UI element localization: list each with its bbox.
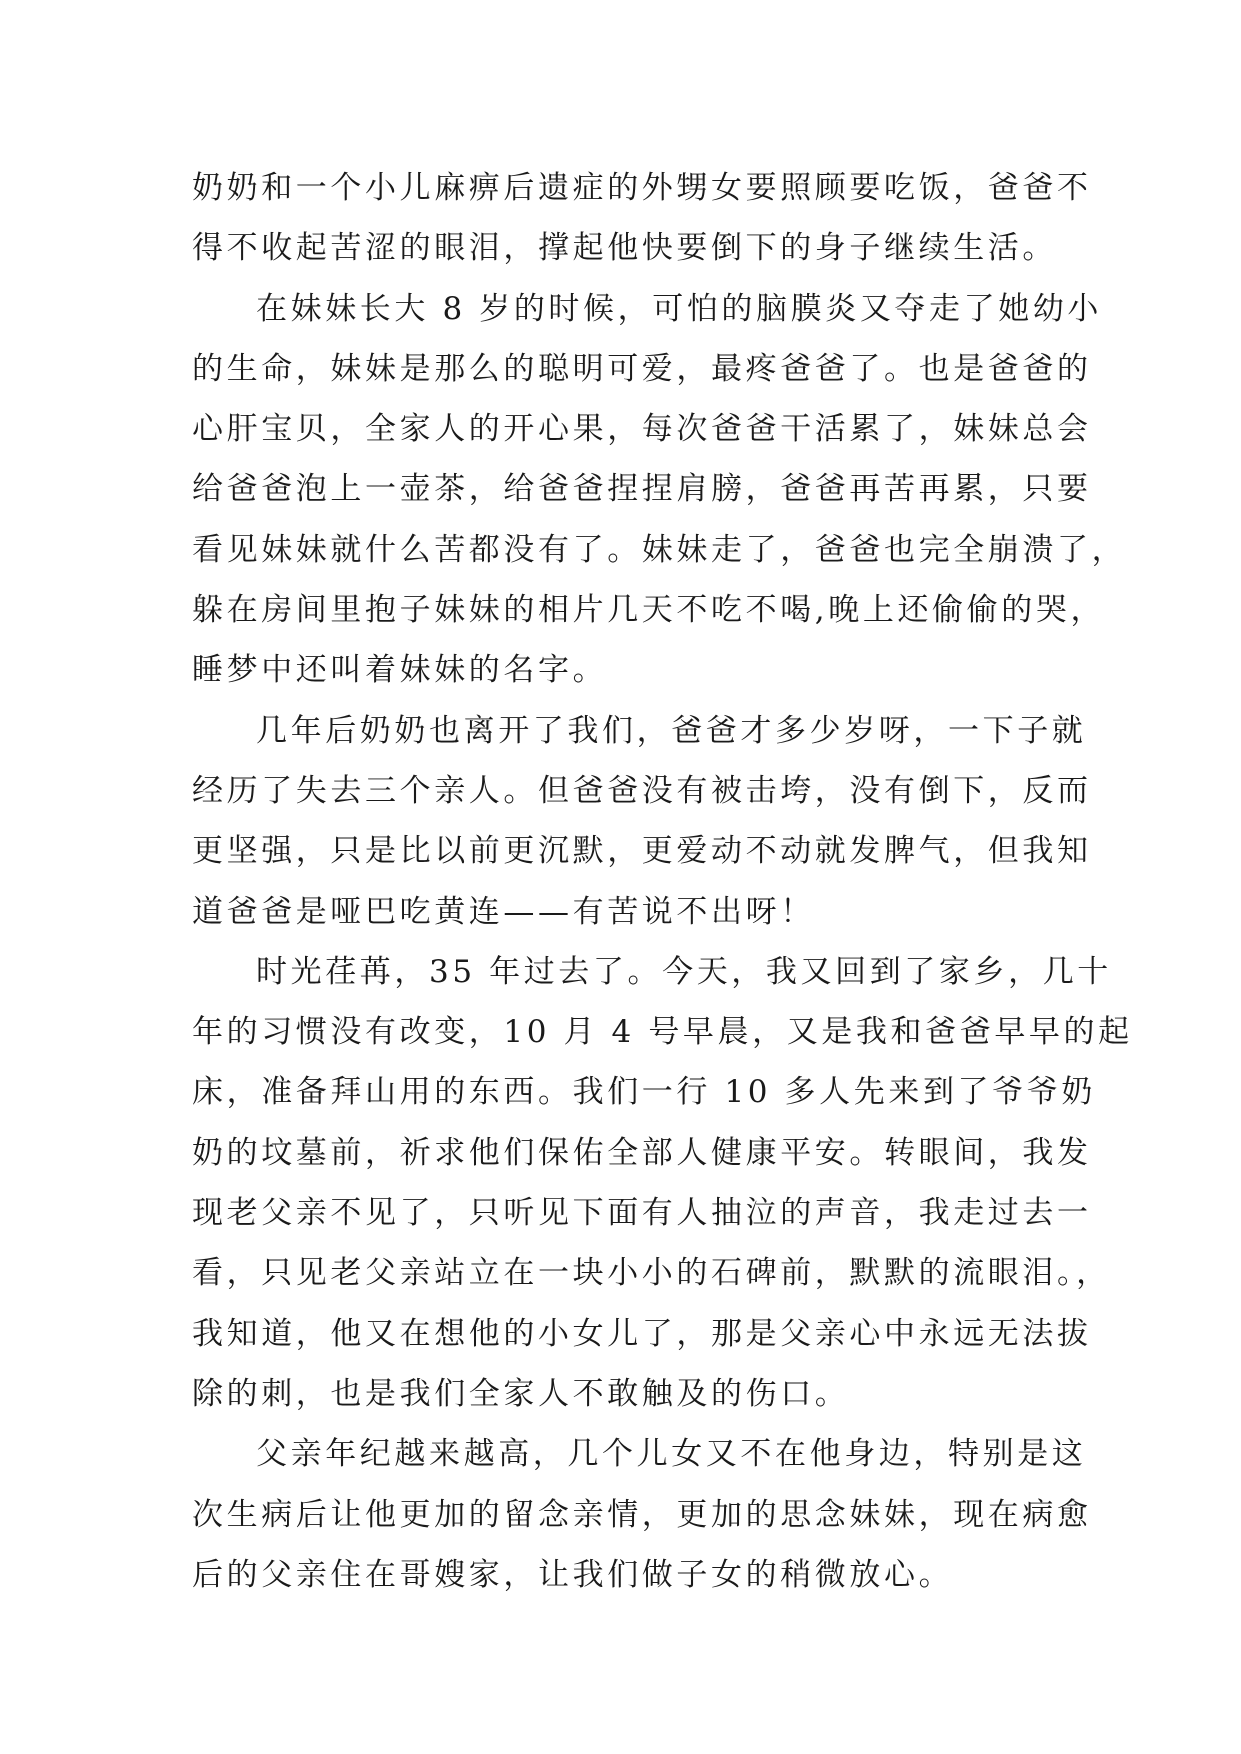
- text-line: 道爸爸是哑巴吃黄连——有苦说不出呀！: [192, 893, 815, 930]
- text-line: 几年后奶奶也离开了我们，爸爸才多少岁呀，一下子就: [256, 712, 1087, 749]
- text-line: 奶的坟墓前，祈求他们保佑全部人健康平安。转眼间，我发: [192, 1134, 1092, 1171]
- text-line: 后的父亲住在哥嫂家，让我们做子女的稍微放心。: [192, 1556, 954, 1593]
- text-line: 看，只见老父亲站立在一块小小的石碑前，默默的流眼泪。，: [192, 1255, 1111, 1292]
- document-body: [192, 158, 1133, 1605]
- text-line: 的生命，妹妹是那么的聪明可爱，最疼爸爸了。也是爸爸的: [192, 350, 1092, 387]
- paragraph-5: [192, 1424, 1092, 1605]
- text-line: 给爸爸泡上一壶茶，给爸爸捏捏肩膀，爸爸再苦再累，只要: [192, 471, 1092, 508]
- text-line: 时光荏苒，35 年过去了。今天，我又回到了家乡，几十: [256, 953, 1112, 990]
- text-line: 得不收起苦涩的眼泪，撑起他快要倒下的身子继续生活。: [192, 230, 1057, 267]
- paragraph-1: [192, 158, 1092, 279]
- text-line: 父亲年纪越来越高，几个儿女又不在他身边，特别是这: [256, 1436, 1087, 1473]
- text-line: 心肝宝贝，全家人的开心果，每次爸爸干活累了，妹妹总会: [192, 411, 1092, 448]
- paragraph-3: [192, 701, 1092, 942]
- text-line: 奶奶和一个小儿麻痹后遗症的外甥女要照顾要吃饭，爸爸不: [192, 170, 1092, 206]
- text-line: 除的刺，也是我们全家人不敢触及的伤口。: [192, 1375, 850, 1412]
- text-line: 在妹妹长大 8 岁的时候，可怕的脑膜炎又夺走了她幼小: [256, 290, 1103, 327]
- text-line: 躲在房间里抱子妹妹的相片几天不吃不喝,晚上还偷偷的哭，: [192, 592, 1106, 629]
- text-line: 我知道，他又在想他的小女儿了，那是父亲心中永远无法拔: [192, 1315, 1092, 1352]
- text-line: 看见妹妹就什么苦都没有了。妹妹走了，爸爸也完全崩溃了，: [192, 531, 1127, 568]
- text-line: 睡梦中还叫着妹妹的名字。: [192, 652, 608, 689]
- text-line: 床，准备拜山用的东西。我们一行 10 多人先来到了爷爷奶: [192, 1074, 1096, 1111]
- text-line: 现老父亲不见了，只听见下面有人抽泣的声音，我走过去一: [192, 1195, 1092, 1232]
- text-line: 年的习惯没有改变，10 月 4 号早晨，又是我和爸爸早早的起: [192, 1014, 1133, 1051]
- paragraph-2: [192, 279, 1127, 701]
- text-line: 次生病后让他更加的留念亲情，更加的思念妹妹，现在病愈: [192, 1496, 1092, 1533]
- paragraph-4: [192, 942, 1133, 1424]
- text-line: 更坚强，只是比以前更沉默，更爱动不动就发脾气，但我知: [192, 833, 1092, 870]
- text-line: 经历了失去三个亲人。但爸爸没有被击垮，没有倒下，反而: [192, 772, 1092, 809]
